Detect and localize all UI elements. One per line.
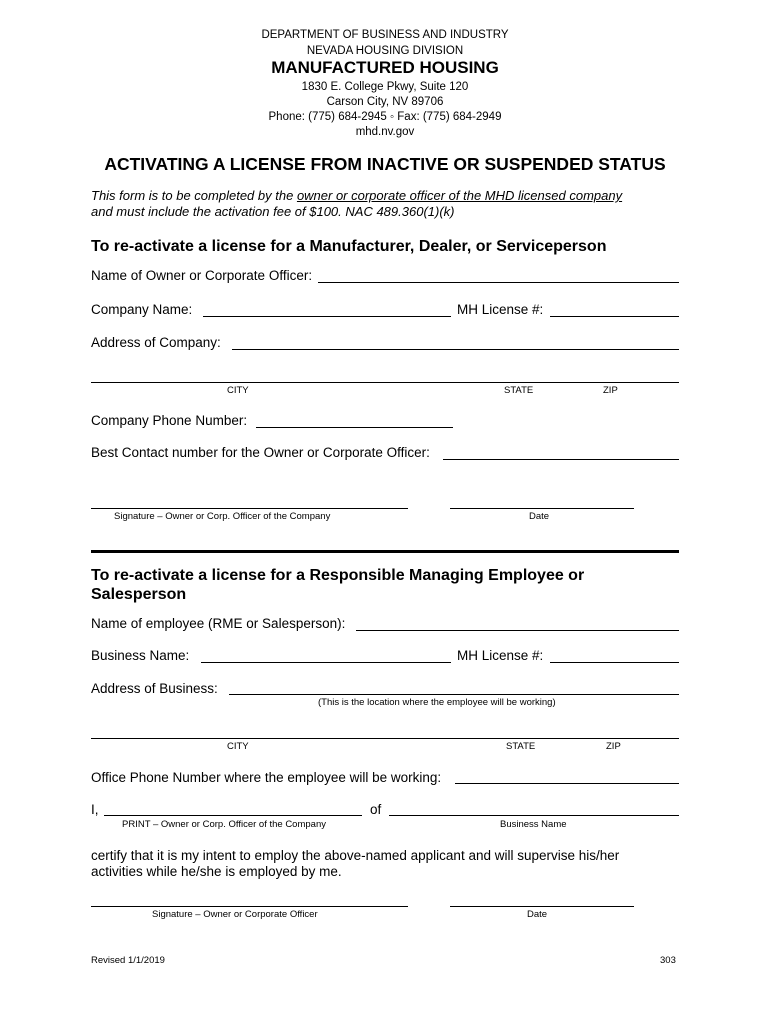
intro-line-1 [91,188,711,204]
address-note: (This is the location where the employee will be working) [318,697,556,708]
intro-line-2: and must include the activation fee of $100. NAC 489.360(1)(k) [91,204,455,219]
page-number: 303 [660,955,676,966]
date-field[interactable] [450,508,634,509]
mh-license-label: MH License #: [457,302,544,317]
phone-fax: Phone: (775) 684-2945 ◦ Fax: (775) 684-2949 [268,111,502,123]
section2-title-line2: Salesperson [91,586,187,603]
signature-field[interactable] [91,508,408,509]
company-name-field[interactable] [203,316,451,317]
company-phone-field[interactable] [256,427,453,428]
certify-line-1: certify that it is my intent to employ the above-named applicant and will supervise his/her [91,848,620,863]
section-divider [91,550,679,553]
owner-name-field[interactable] [318,282,679,283]
best-contact-field[interactable] [443,459,679,460]
state-label: STATE [504,385,534,396]
date-field-2[interactable] [450,906,634,907]
print-name-field[interactable] [104,815,362,816]
business-name-caption: Business Name [500,819,567,830]
form-title: ACTIVATING A LICENSE FROM INACTIVE OR SUSPENDED STATUS [104,154,666,174]
address-line-2: Carson City, NV 89706 [326,96,444,108]
owner-name-label: Name of Owner or Corporate Officer: [91,268,313,283]
office-phone-field[interactable] [455,783,679,784]
employee-name-field[interactable] [356,630,679,631]
signature-label: Signature – Owner or Corp. Officer of the Company [114,511,331,522]
city-label: CITY [227,385,249,396]
i-label: I, [91,802,99,817]
zip-label-2: ZIP [606,741,621,752]
section1-title: To re-activate a license for a Manufacturer, Dealer, or Serviceperson [91,238,607,255]
state-label-2: STATE [506,741,536,752]
business-address-field[interactable] [229,694,679,695]
business-name-field-2[interactable] [389,815,679,816]
print-label: PRINT – Owner or Corp. Officer of the Company [122,819,326,830]
business-name-field[interactable] [201,662,451,663]
agency-name: MANUFACTURED HOUSING [271,58,499,77]
mh-license-field[interactable] [550,316,679,317]
revised-date: Revised 1/1/2019 [91,955,165,966]
city-label-2: CITY [227,741,249,752]
company-address-field[interactable] [232,349,679,350]
best-contact-label: Best Contact number for the Owner or Corporate Officer: [91,445,430,460]
mh-license-label-2: MH License #: [457,648,544,663]
date-label: Date [529,511,550,522]
business-name-label: Business Name: [91,648,190,663]
signature-field-2[interactable] [91,906,408,907]
business-address-label: Address of Business: [91,681,218,696]
website: mhd.nv.gov [355,126,415,138]
of-label: of [370,802,382,817]
department-name: DEPARTMENT OF BUSINESS AND INDUSTRY [261,29,509,41]
date-label-2: Date [527,909,548,920]
company-name-label: Company Name: [91,302,193,317]
address-line-1: 1830 E. College Pkwy, Suite 120 [301,81,469,93]
company-address-label: Address of Company: [91,335,221,350]
section2-title-line1: To re-activate a license for a Responsible Managing Employee or [91,567,585,584]
intro-underlined: owner or corporate officer of the MHD licensed company [296,188,623,203]
zip-label: ZIP [603,385,618,396]
office-phone-label: Office Phone Number where the employee will be working: [91,770,442,785]
company-city-state-zip-field[interactable] [91,382,679,383]
division-name: NEVADA HOUSING DIVISION [306,45,464,57]
business-city-state-zip-field[interactable] [91,738,679,739]
signature-label-2: Signature – Owner or Corporate Officer [152,909,318,920]
company-phone-label: Company Phone Number: [91,413,248,428]
intro-part1: This form is to be completed by the [91,188,297,203]
employee-name-label: Name of employee (RME or Salesperson): [91,616,346,631]
certify-line-2: activities while he/she is employed by me. [91,864,342,879]
mh-license-field-2[interactable] [550,662,679,663]
